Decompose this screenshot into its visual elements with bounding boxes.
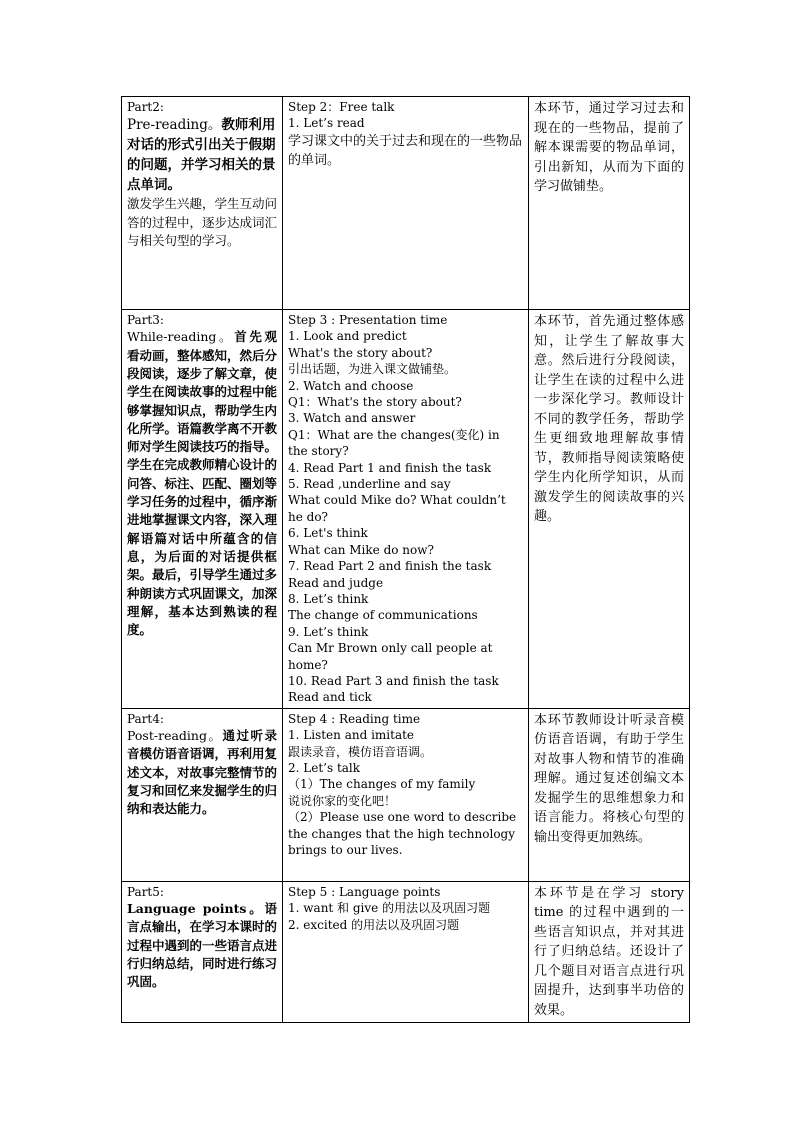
step-line: 8. Let’s think xyxy=(288,591,369,606)
step-line: 说说你家的变化吧！ xyxy=(288,793,397,808)
lesson-plan-table xyxy=(121,96,690,1023)
step-line: 5. Read ,underline and say xyxy=(288,477,451,492)
stage-name: While-reading。 xyxy=(127,329,235,345)
table-row xyxy=(122,881,690,1023)
step-line: Step 2：Free talk xyxy=(288,100,395,114)
step-line: The change of communications xyxy=(288,608,478,623)
stage-cell xyxy=(122,310,283,709)
purpose-cell xyxy=(529,310,690,709)
stage-cell xyxy=(122,97,283,310)
step-line: Step 4 : Reading time xyxy=(288,711,421,726)
step-line: What can Mike do now? xyxy=(288,542,434,557)
step-line: 2. Let’s talk xyxy=(288,760,361,775)
step-line: 4. Read Part 1 and finish the task xyxy=(288,460,492,475)
steps-cell xyxy=(283,97,529,310)
step-line: Read and tick xyxy=(288,690,372,705)
step-line: Step 3 : Presentation time xyxy=(288,313,448,327)
table-row xyxy=(122,97,690,310)
step-line: 2. excited 的用法以及巩固习题 xyxy=(288,917,460,932)
stage-name: Post-reading。 xyxy=(127,728,223,744)
step-line: （1）The changes of my family xyxy=(288,777,476,792)
step-line: Can Mr Brown only call people at home? xyxy=(288,641,493,672)
purpose-cell xyxy=(529,881,690,1023)
step-line: 9. Let’s think xyxy=(288,624,369,639)
purpose-text: 本环节，首先通过整体感知，让学生了解故事大意。然后进行分段阅读，让学生在读的过程中么进一步深化学习。教师设计不同的教学任务，帮助学生更细致地理解故事情节，教师指导阅读策略使学生内化所学知识，从而激发学生的阅读故事的兴趣。 xyxy=(534,314,684,524)
step-line: What's the story about? xyxy=(288,345,433,360)
step-line: 6. Let's think xyxy=(288,526,368,541)
stage-name: Language points。 xyxy=(127,901,265,917)
stage-description-extra: 激发学生兴趣，学生互动问答的过程中，逐步达成词汇与相关句型的学习。 xyxy=(127,196,278,248)
part-label: Part4: xyxy=(127,711,164,726)
steps-cell xyxy=(283,881,529,1023)
stage-cell xyxy=(122,881,283,1023)
step-line: Q1：What's the story about? xyxy=(288,395,462,410)
step-line: 跟读录音，模仿语音语调。 xyxy=(288,744,433,759)
step-line: 2. Watch and choose xyxy=(288,378,414,393)
table-row xyxy=(122,310,690,709)
stage-name: Pre-reading。 xyxy=(127,117,222,134)
step-line: Read and judge xyxy=(288,575,384,590)
steps-cell xyxy=(283,310,529,709)
purpose-text: 本环节，通过学习过去和现在的一些物品，提前了解本课需要的物品单词，引出新知，从而为下面的学习做铺垫。 xyxy=(534,101,684,194)
step-line: （2）Please use one word to describe the changes that the high technology brings to our lives. xyxy=(288,810,517,857)
step-line: 1. Listen and imitate xyxy=(288,728,415,743)
step-line: 3. Watch and answer xyxy=(288,411,416,426)
stage-description: 语言点输出，在学习本课时的过程中遇到的一些语言点进行归纳总结，同时进行练习巩固。 xyxy=(127,901,278,990)
part-label: Part5: xyxy=(127,884,164,899)
stage-description: 首先观看动画，整体感知，然后分段阅读，逐步了解文章，使学生在阅读故事的过程中能够掌握知识点，帮助学生内化所学。语篇教学离不开教师对学生阅读技巧的指导。学生在完成教师精心设计的问答、标注、匹配、圈划等学习任务的过程中，循序渐进地掌握课文内容，深入理解语篇对话中所蕴含的信息，为后面的对话提供框架。最后，引导学生通过多种朗读方式巩固课文，加深理解，基本达到熟读的程度。 xyxy=(127,329,278,638)
step-line: What could Mike do? What couldn’t he do? xyxy=(288,493,506,524)
purpose-text: 本环节是在学习 story time 的过程中遇到的一些语言知识点，并对其进行了归纳总结。还设计了几个题目对语言点进行巩固提升，达到事半功倍的效果。 xyxy=(534,885,684,1018)
purpose-cell xyxy=(529,708,690,881)
step-line: 1. want 和 give 的用法以及巩固习题 xyxy=(288,901,491,916)
part-label: Part3: xyxy=(127,313,164,327)
step-line: 1. Let’s read xyxy=(288,116,365,131)
step-line: 学习课文中的关于过去和现在的一些物品的单词。 xyxy=(288,133,523,168)
step-line: 1. Look and predict xyxy=(288,329,407,344)
step-line: Step 5 : Language points xyxy=(288,884,441,899)
step-line: 引出话题，为进入课文做铺垫。 xyxy=(288,362,457,377)
purpose-cell xyxy=(529,97,690,310)
stage-description: 教师利用对话的形式引出关于假期的问题，并学习相关的景点单词。 xyxy=(127,117,276,194)
step-line: Q1：What are the changes(变化) in the story? xyxy=(288,427,500,459)
table-row xyxy=(122,708,690,881)
stage-cell xyxy=(122,708,283,881)
purpose-text: 本环节教师设计听录音模仿语音语调，有助于学生对故事人物和情节的准确理解。通过复述创编文本发掘学生的思维想象力和语言能力。将核心句型的输出变得更加熟练。 xyxy=(534,712,684,845)
part-label: Part2: xyxy=(127,100,164,114)
step-line: 10. Read Part 3 and finish the task xyxy=(288,673,499,688)
step-line: 7. Read Part 2 and finish the task xyxy=(288,559,492,574)
stage-description: 通过听录音模仿语音语调，再利用复述文本，对故事完整情节的复习和回忆来发掘学生的归纳和表达能力。 xyxy=(127,728,278,817)
steps-cell xyxy=(283,708,529,881)
